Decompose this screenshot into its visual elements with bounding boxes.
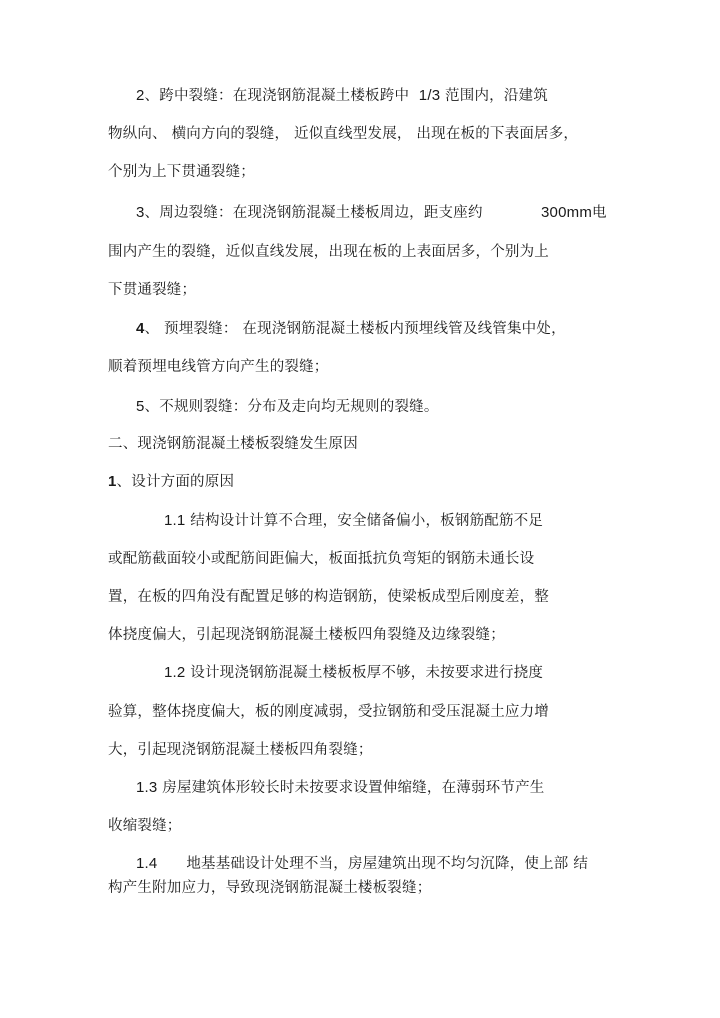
item-1-1-line-3: 置，在板的四角没有配置足够的构造钢筋，使梁板成型后刚度差，整 [108, 589, 549, 605]
text-run: 房屋建筑体形较长时未按要求设置伸缩缝，在薄弱环节产生 [162, 780, 545, 796]
paragraph-2-line-3: 个别为上下贯通裂缝； [108, 164, 255, 180]
item-number: 4 [136, 320, 145, 337]
paragraph-4-line-1 [136, 319, 566, 339]
item-number: 1.1 [164, 512, 186, 529]
item-number: 3 [136, 204, 145, 221]
paragraph-2-line-1 [136, 86, 548, 106]
item-1-4-line-1 [136, 854, 588, 874]
item-1-1-line-4: 体挠度偏大，引起现浇钢筋混凝土楼板四角裂缝及边缘裂缝； [108, 627, 505, 643]
paragraph-3-line-2: 围内产生的裂缝，近似直线发展，出现在板的上表面居多，个别为上 [108, 244, 549, 260]
paragraph-2-line-2: 物纵向、 横向方向的裂缝， 近似直线型发展， 出现在板的下表面居多， [108, 126, 579, 142]
text-run: 、不规则裂缝：分布及走向均无规则的裂缝。 [144, 399, 439, 415]
paragraph-3-line-1 [136, 203, 483, 223]
item-number: 1.3 [136, 779, 158, 796]
text-run: 地基基础设计处理不当，房屋建筑出现不均匀沉降，使上部 结 [186, 856, 589, 872]
item-1-2-line-3: 大，引起现浇钢筋混凝土楼板四角裂缝； [108, 742, 373, 758]
item-1-2-line-1 [164, 663, 543, 683]
text-run: 、 预埋裂缝： 在现浇钢筋混凝土楼板内预埋线管及线管集中处， [144, 321, 566, 337]
item-1-2-line-2: 验算，整体挠度偏大，板的刚度减弱，受拉钢筋和受压混凝土应力增 [108, 704, 549, 720]
text-run: 电 [592, 205, 607, 221]
distance-value: 300mm [541, 204, 593, 221]
item-1-1-line-2: 或配筋截面较小或配筋间距偏大，板面抵抗负弯矩的钢筋未通长设 [108, 551, 535, 567]
paragraph-3-line-3: 下贯通裂缝； [108, 282, 197, 298]
paragraph-3-value [541, 203, 607, 223]
item-number: 2 [136, 87, 145, 104]
item-number: 1.2 [164, 664, 186, 681]
subsection-heading [108, 472, 234, 492]
section-heading: 二、现浇钢筋混凝土楼板裂缝发生原因 [108, 436, 358, 452]
paragraph-4-line-2: 顺着预埋电线管方向产生的裂缝； [108, 359, 329, 375]
item-number: 5 [136, 398, 145, 415]
item-1-1-line-1 [164, 511, 543, 531]
text-run: 、跨中裂缝：在现浇钢筋混凝土楼板跨中 [144, 88, 410, 104]
paragraph-5-line-1 [136, 397, 439, 417]
text-run: 、周边裂缝：在现浇钢筋混凝土楼板周边，距支座约 [144, 205, 483, 221]
text-run: 、设计方面的原因 [116, 474, 235, 490]
text-run: 设计现浇钢筋混凝土楼板板厚不够，未按要求进行挠度 [190, 665, 544, 681]
text-run: 结构设计计算不合理，安全储备偏小，板钢筋配筋不足 [190, 513, 544, 529]
item-1-4-line-2: 构产生附加应力，导致现浇钢筋混凝土楼板裂缝； [108, 880, 432, 896]
subsection-number: 1 [108, 473, 117, 490]
item-number: 1.4 [136, 855, 158, 872]
item-1-3-line-2: 收缩裂缝； [108, 818, 182, 834]
fraction: 1/3 [418, 87, 441, 104]
text-run: 范围内，沿建筑 [445, 88, 548, 104]
item-1-3-line-1 [136, 778, 544, 798]
